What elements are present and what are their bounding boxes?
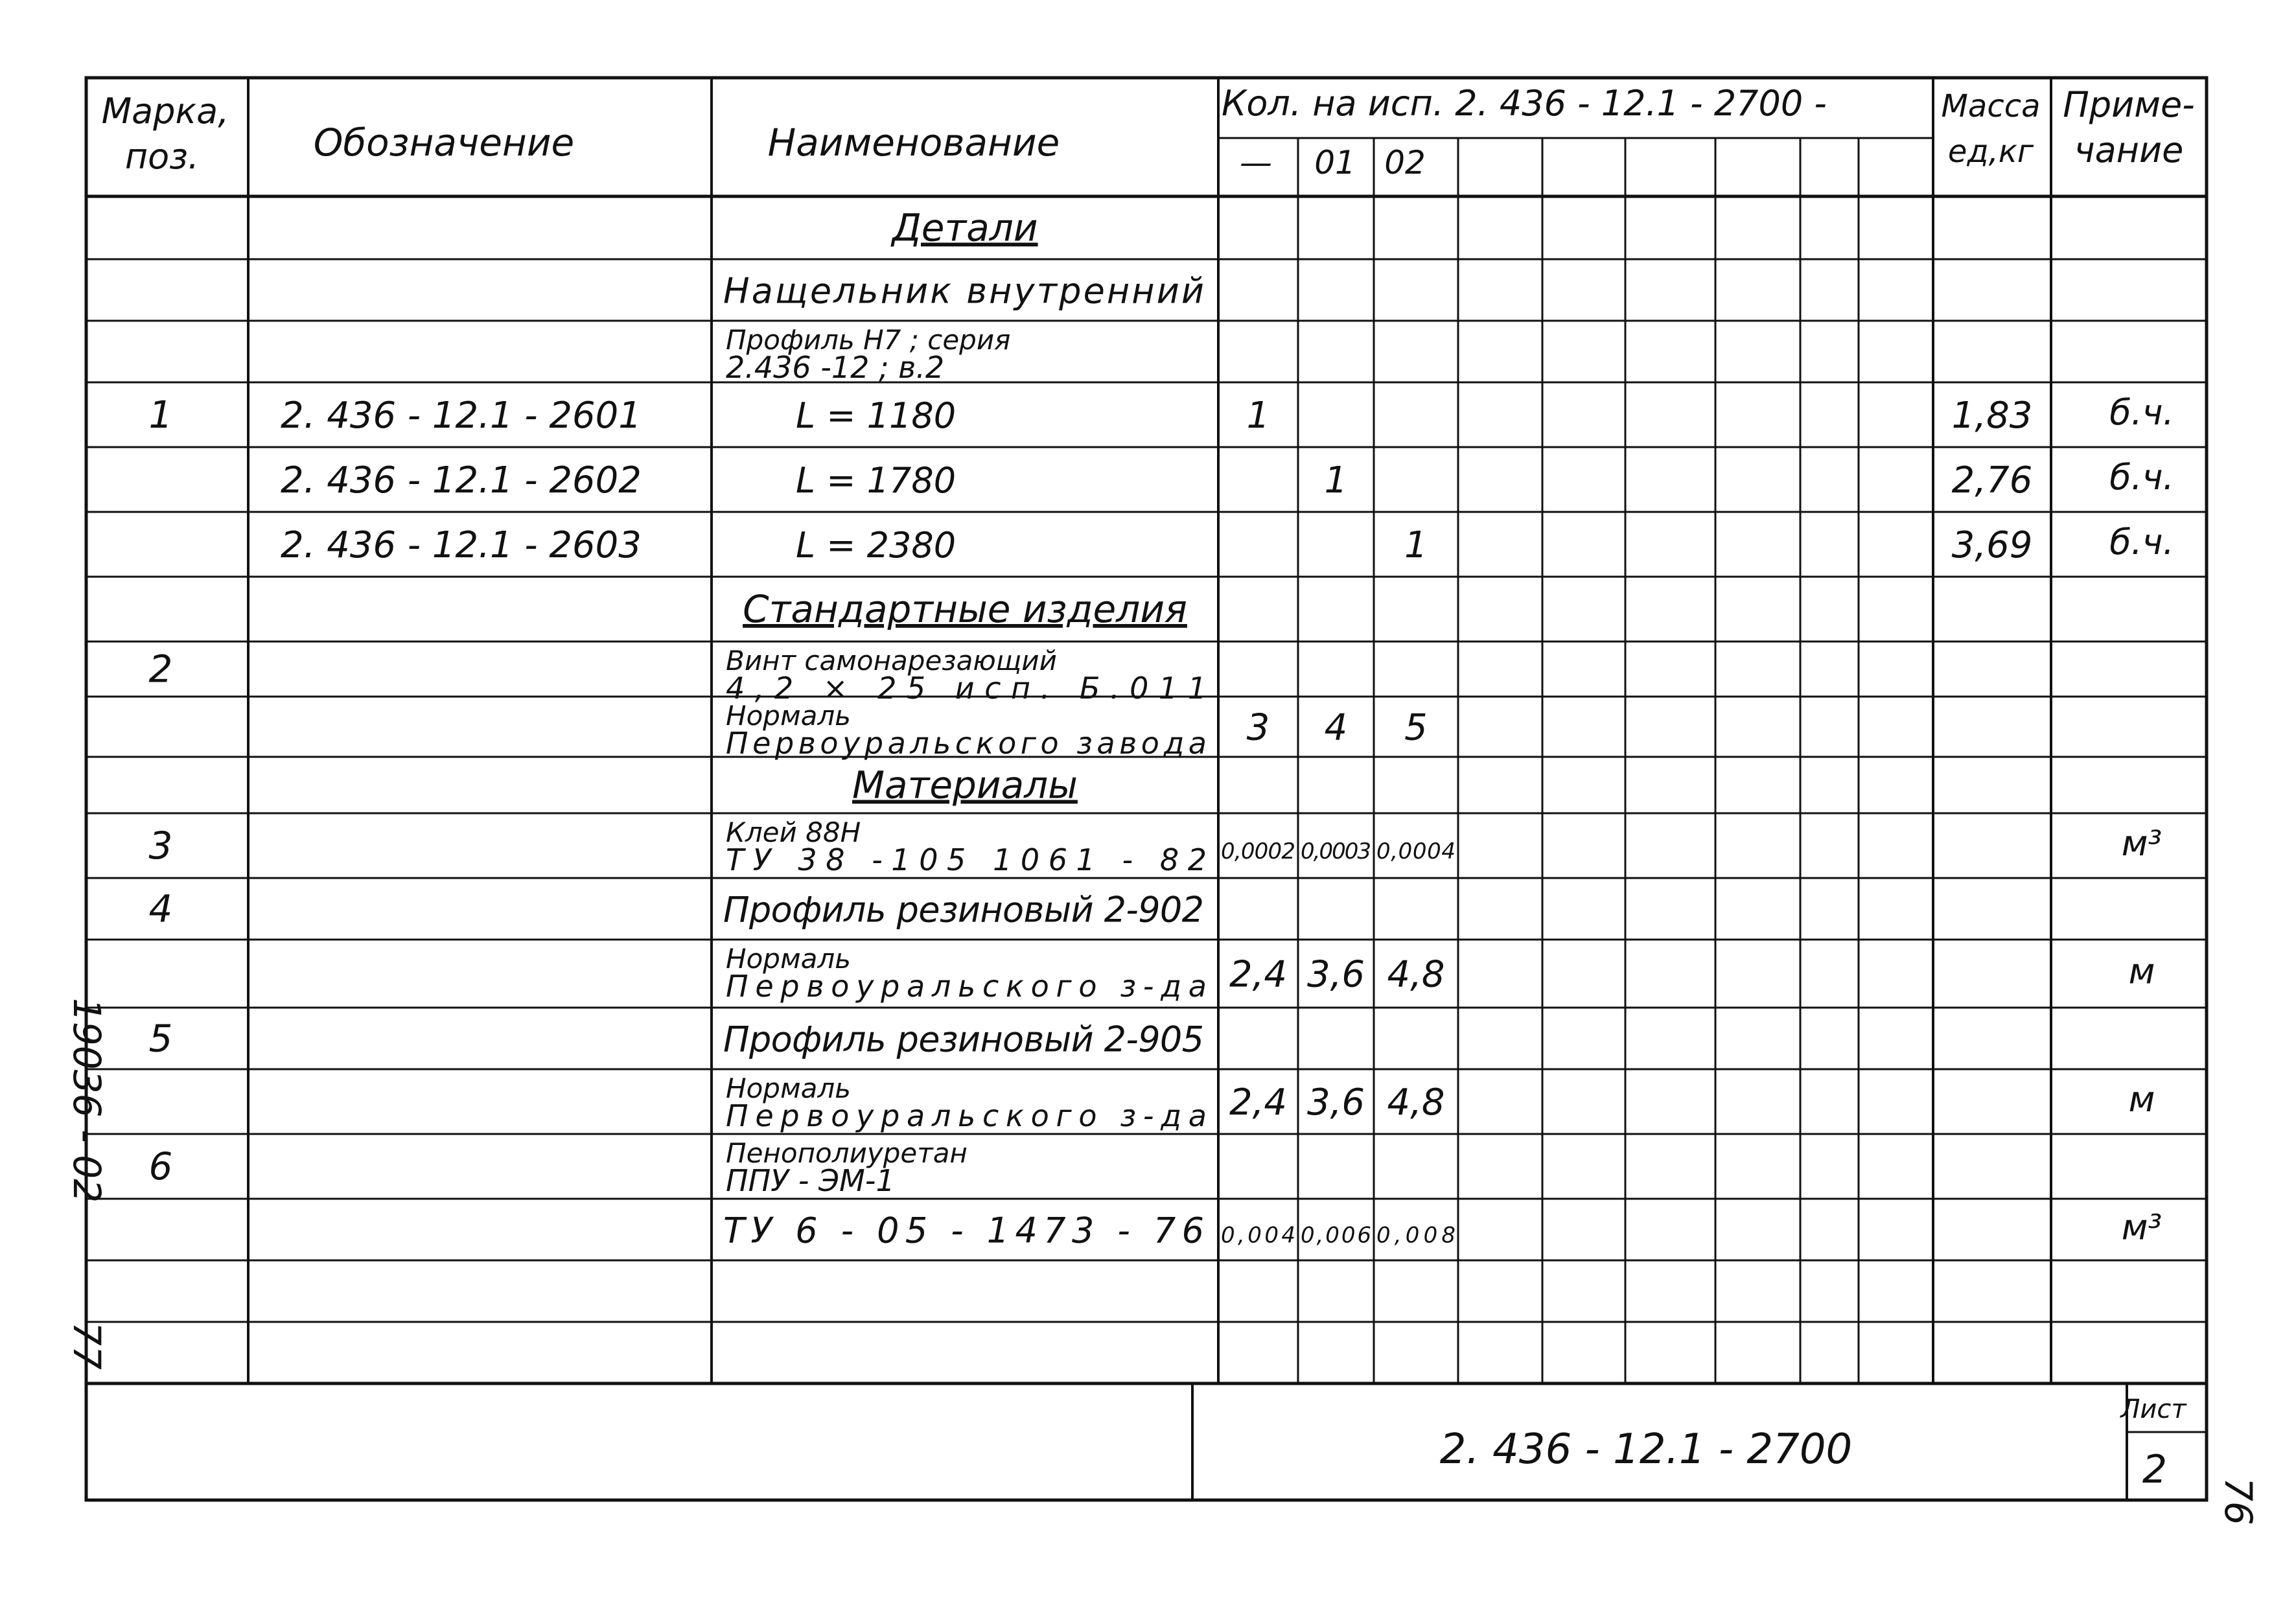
row-name-line1: Нормаль [726,700,851,732]
header-mark-line1: Марка, [101,91,229,132]
header-mark-line2: поз. [124,136,200,177]
row-qty-0: 2,4 [1229,1081,1288,1124]
row-designation: 2. 436 - 12.1 - 2601 [281,395,642,437]
table-row [890,206,1038,250]
row-qty-2: 0,008 [1376,1222,1455,1249]
row-name-line2: Первоуральского з-да [726,1098,1207,1133]
row-name-line1: Нормаль [726,943,851,975]
table-row [149,887,1204,931]
row-name: L = 2380 [796,525,957,566]
title-block [1440,1394,2188,1492]
section-heading: Детали [892,205,1038,250]
header-mass-line1: Масса [1941,88,2041,124]
row-note: б.ч. [2109,392,2174,433]
row-qty-2: 5 [1404,706,1428,749]
row-name-line1: Винт самонарезающий [726,645,1057,676]
row-name: Профиль резиновый 2-905 [723,1019,1204,1060]
sheet-number: 2 [2142,1447,2168,1492]
row-qty-0: 0,0002 [1221,838,1295,864]
row-note: м³ [2121,823,2163,864]
table-row [723,271,1204,312]
header-designation: Обозначение [313,121,575,165]
row-name-line1: Профиль Н7 ; серия [726,324,1011,356]
table-header [102,83,2195,181]
margin-left-page: 77 [65,1322,109,1370]
row-qty-1: 0,0003 [1301,838,1371,864]
header-qty-col-2: 02 [1384,144,1426,181]
table-row [852,763,1078,807]
table-row [281,457,2174,502]
row-name-line2: 2.436 -12 ; в.2 [726,350,945,385]
row-name-line2: Первоуральского завода [726,726,1207,761]
table-row [726,324,1010,385]
row-note: б.ч. [2109,522,2174,562]
table-body [149,206,2174,1251]
row-mass: 1,83 [1951,395,2033,437]
row-name: Нащельник внутренний [723,270,1204,312]
row-note: б.ч. [2109,457,2174,498]
row-note: м [2128,1079,2155,1120]
row-note: м [2128,951,2155,992]
row-qty-1: 0,006 [1301,1222,1371,1249]
row-qty-0: 3 [1246,706,1270,749]
row-designation: 2. 436 - 12.1 - 2602 [281,459,642,502]
row-qty-0: 0,004 [1221,1222,1295,1249]
table-row [743,587,1187,631]
row-name: L = 1180 [796,395,957,436]
row-name-line1: Нормаль [726,1072,851,1104]
row-mark: 2 [148,647,173,691]
row-mark: 3 [148,824,173,868]
row-mark: 4 [148,886,173,931]
row-mark: 1 [148,393,173,437]
row-qty-1: 3,6 [1306,953,1365,996]
table-row [149,1137,968,1198]
row-mass: 3,69 [1951,524,2033,566]
row-qty-1: 4 [1324,706,1348,749]
header-name: Наименование [767,121,1060,165]
row-mark: 5 [148,1016,173,1061]
margin-right-page: 76 [2216,1477,2260,1525]
table-row [726,1072,2155,1133]
row-qty-2: 1 [1404,524,1428,566]
row-qty-0: 1 [1246,395,1270,437]
row-name-line2: 4,2 × 25 исп. Б.011 [726,671,1207,706]
row-qty-1: 3,6 [1306,1081,1365,1124]
row-name: Профиль резиновый 2-902 [723,889,1204,931]
table-row [726,700,1428,761]
row-qty-1: 1 [1324,459,1348,502]
margin-archive-number: 19036 - 02 [65,998,109,1203]
row-qty-2: 4,8 [1387,1081,1445,1124]
row-name: ТУ 6 - 05 - 1473 - 76 [723,1210,1204,1251]
row-mass: 2,76 [1951,459,2033,502]
row-name-line2: ППУ - ЭМ-1 [726,1163,895,1198]
header-mass-line2: ед,кг [1947,133,2034,170]
section-heading: Стандартные изделия [743,587,1187,631]
header-note-line1: Приме- [2063,84,2195,125]
row-name-line1: Клей 88Н [726,816,861,848]
doc-number: 2. 436 - 12.1 - 2700 [1439,1426,1853,1474]
sheet-label: Лист [2120,1394,2186,1424]
table-row [149,392,2174,437]
header-qty-col-1: 01 [1314,144,1356,181]
table-row [281,522,2174,566]
header-note-line2: чание [2074,130,2184,170]
table-row [149,816,2163,877]
row-designation: 2. 436 - 12.1 - 2603 [281,524,642,566]
table-row [149,1017,1204,1061]
row-qty-0: 2,4 [1229,953,1288,996]
row-name-line2: ТУ 38 -105 1061 - 82 [726,842,1207,877]
table-row [726,943,2155,1004]
row-name-line1: Пенополиуретан [726,1137,968,1169]
row-name: L = 1780 [796,460,957,501]
table-row [723,1207,2162,1251]
row-note: м³ [2121,1207,2163,1248]
header-qty-title: Кол. на исп. 2. 436 - 12.1 - 2700 - [1222,83,1827,124]
row-name-line2: Первоуральского з-да [726,969,1207,1004]
row-qty-2: 0,0004 [1376,838,1455,864]
header-qty-col-0: — [1240,144,1272,181]
row-qty-2: 4,8 [1387,953,1445,996]
section-heading: Материалы [852,763,1078,807]
row-mark: 6 [148,1144,173,1188]
